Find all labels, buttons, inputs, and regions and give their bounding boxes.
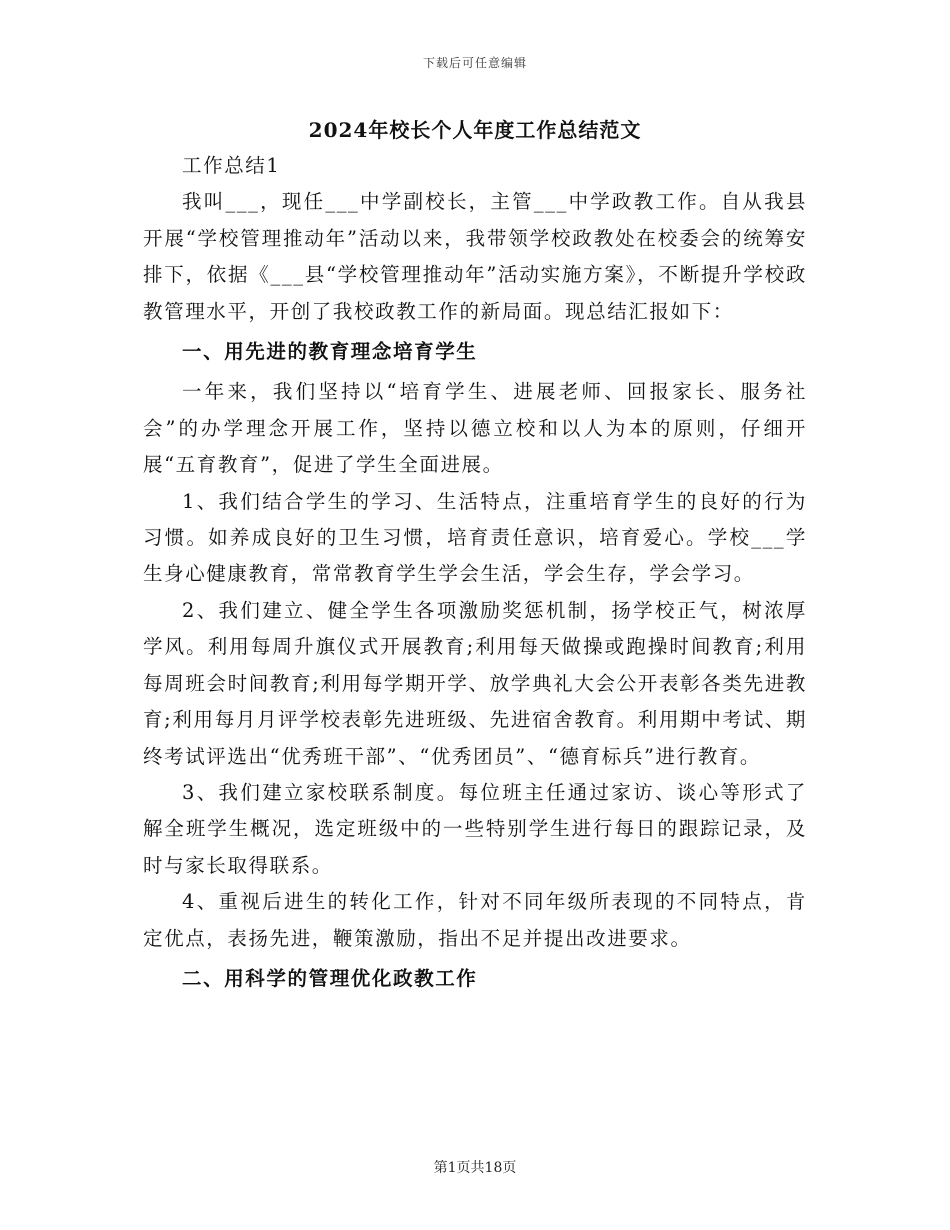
section-heading: 一、用先进的教育理念培育学生 xyxy=(182,340,478,364)
paragraph: 2、我们建立、健全学生各项激励奖惩机制，扬学校正气，树浓厚学风。利用每周升旗仪式开展教育;利用每天做操或跑操时间教育;利用每周班会时间教育;利用每学期开学、放学典礼大会公开表彰各类先进教育;利用每月月评学校表彰先进班级、先进宿舍教育。利用期中考试、期终考试评选出“优秀班干部”、“优秀团员”、“德育标兵”进行教育。 xyxy=(143,598,807,768)
paragraph: 工作总结1 xyxy=(182,154,281,177)
section-heading: 二、用科学的管理优化政教工作 xyxy=(182,966,478,990)
paragraph: 1、我们结合学生的学习、生活特点，注重培育学生的良好的行为习惯。如养成良好的卫生习惯，培育责任意识，培育爱心。学校___学生身心健康教育，常常教育学生学会生活，学会生存，学会学习。 xyxy=(143,489,807,586)
paragraph: 3、我们建立家校联系制度。每位班主任通过家访、谈心等形式了解全班学生概况，选定班级中的一些特别学生进行每日的跟踪记录，及时与家长取得联系。 xyxy=(143,780,807,877)
page-number: 第1页共18页 xyxy=(433,1160,517,1176)
paragraph: 4、重视后进生的转化工作，针对不同年级所表现的不同特点，肯定优点，表扬先进，鞭策激励，指出不足并提出改进要求。 xyxy=(143,890,807,950)
document-body xyxy=(143,148,807,1001)
header-note: 下载后可任意编辑 xyxy=(422,56,527,70)
paragraph: 一年来，我们坚持以“培育学生、进展老师、回报家长、服务社会”的办学理念开展工作，坚持以德立校和以人为本的原则，仔细开展“五育教育”，促进了学生全面进展。 xyxy=(143,380,807,477)
paragraph: 我叫___，现任___中学副校长，主管___中学政教工作。自从我县开展“学校管理推动年”活动以来，我带领学校政教处在校委会的统筹安排下，依据《___县“学校管理推动年”活动实施方案》，不断提升学校政教管理水平，开创了我校政教工作的新局面。现总结汇报如下： xyxy=(143,190,807,323)
document-title: 2024年校长个人年度工作总结范文 xyxy=(308,118,642,142)
